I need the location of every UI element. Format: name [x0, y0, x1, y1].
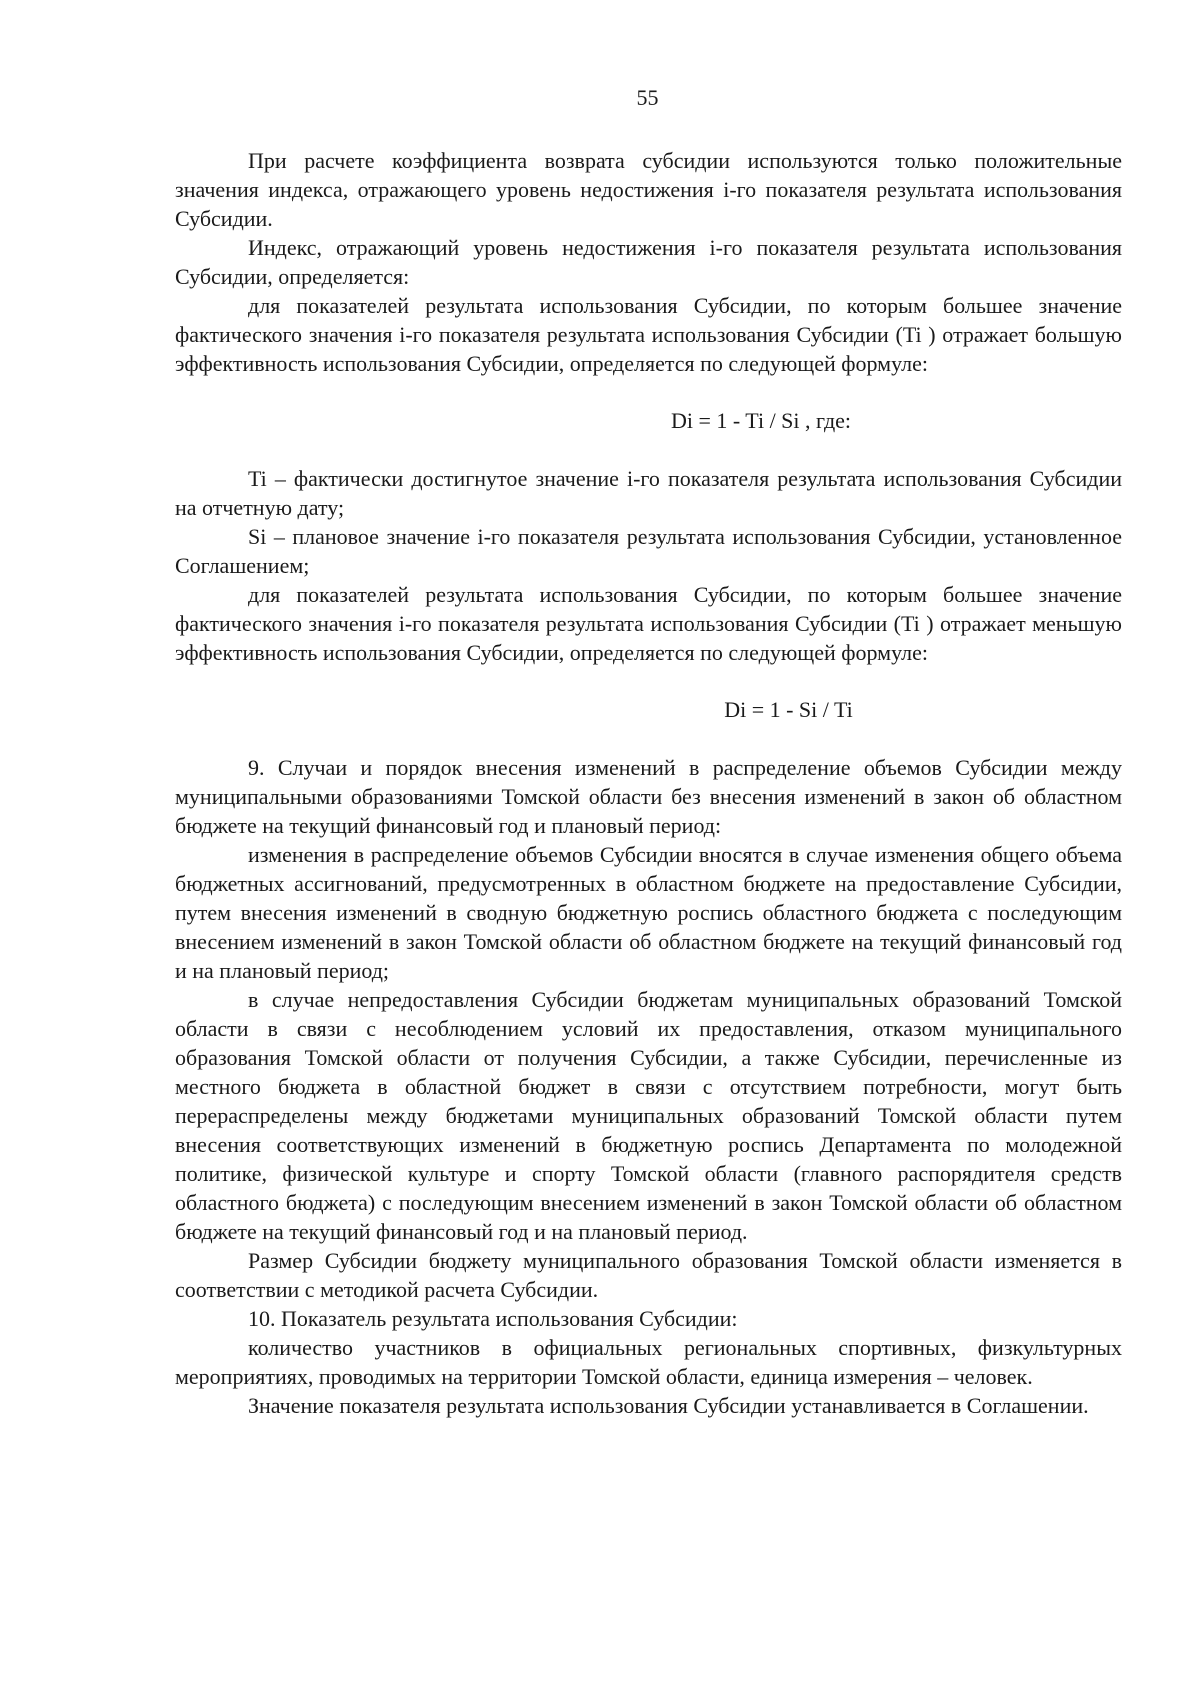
section-10-heading: 10. Показатель результата использования Субсидии: [248, 1306, 738, 1331]
page-number: 55 [636, 85, 659, 110]
paragraph: Индекс, отражающий уровень недостижения i-го показателя результата использования Субсидии, определяется: [175, 235, 1122, 289]
paragraph: Ti – фактически достигнутое значение i-го показателя результата использования Субсидии на отчетную дату; [175, 466, 1122, 520]
paragraph: в случае непредоставления Субсидии бюджетам муниципальных образований Томской области в связи с несоблюдением условий их предоставления, отказом муниципального образования Томской области от получения Субсидии, а также Субсидии, перечисленные из местного бюджета в областной бюджет в связи с отсутствием потребности, могут быть перераспределены между бюджетами муниципальных образований Томской области путем внесения соответствующих изменений в бюджетную роспись Департамента по молодежной политике, физической культуре и спорту Томской области (главного распорядителя средств областного бюджета) с последующим внесением изменений в закон Томской области об областном бюджете на текущий финансовый год и на плановый период. [175, 987, 1122, 1244]
paragraph: количество участников в официальных региональных спортивных, физкультурных мероприятиях, проводимых на территории Томской области, единица измерения – человек. [175, 1335, 1122, 1389]
section-9-heading: 9. Случаи и порядок внесения изменений в распределение объемов Субсидии между муниципальными образованиями Томской области без внесения изменений в закон об областном бюджете на текущий финансовый год и плановый период: [175, 755, 1122, 838]
paragraph: изменения в распределение объемов Субсидии вносятся в случае изменения общего объема бюджетных ассигнований, предусмотренных в областном бюджете на предоставление Субсидии, путем внесения изменений в сводную бюджетную роспись областного бюджета с последующим внесением изменений в закон Томской области об областном бюджете на текущий финансовый год и на плановый период; [175, 842, 1122, 983]
formula-inverse-index: Di = 1 - Si / Ti [724, 697, 853, 722]
paragraph: Значение показателя результата использования Субсидии устанавливается в Соглашении. [248, 1393, 1089, 1418]
formula-direct-index: Di = 1 - Ti / Si , где: [670, 408, 852, 433]
paragraph: для показателей результата использования Субсидии, по которым большее значение фактического значения i-го показателя результата использования Субсидии (Ti ) отражает большую эффективность использования Субсидии, определяется по следующей формуле: [175, 293, 1122, 376]
paragraph: Размер Субсидии бюджету муниципального образования Томской области изменяется в соответствии с методикой расчета Субсидии. [175, 1248, 1122, 1302]
paragraph: При расчете коэффициента возврата субсидии используются только положительные значения индекса, отражающего уровень недостижения i-го показателя результата использования Субсидии. [175, 148, 1122, 231]
document-body [175, 146, 1122, 1420]
paragraph: Si – плановое значение i-го показателя результата использования Субсидии, установленное Соглашением; [175, 524, 1122, 578]
paragraph: для показателей результата использования Субсидии, по которым большее значение фактического значения i-го показателя результата использования Субсидии (Ti ) отражает меньшую эффективность использования Субсидии, определяется по следующей формуле: [175, 582, 1122, 665]
